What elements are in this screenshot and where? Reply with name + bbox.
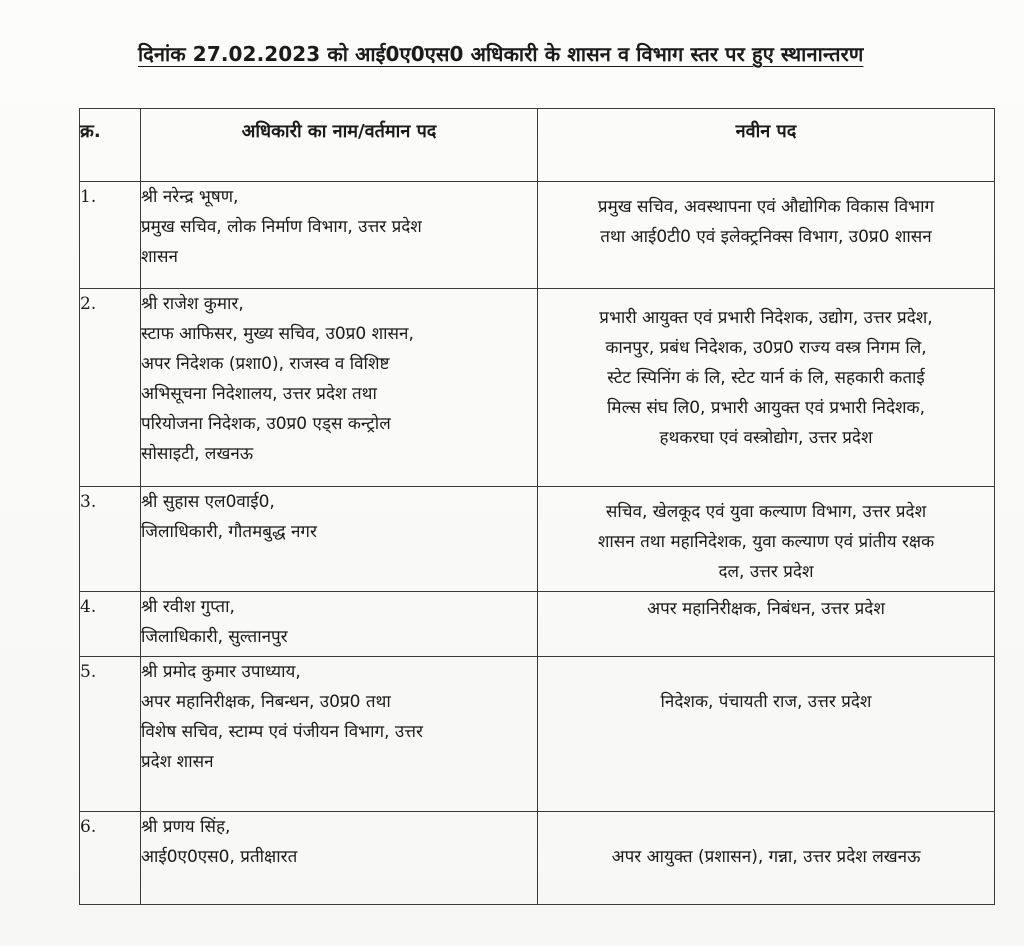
serial-number: 2. — [80, 289, 141, 487]
name-line: विशेष सचिव, स्टाम्प एवं पंजीयन विभाग, उत्तर — [141, 722, 423, 742]
transfer-table — [79, 108, 995, 905]
new-post — [538, 289, 995, 487]
header-serial-number: क्र. — [80, 109, 141, 182]
new-post-line: तथा आई0टी0 एवं इलेक्ट्रनिक्स विभाग, उ0प्र0 शासन — [600, 227, 932, 247]
name-line: जिलाधिकारी, सुल्तानपुर — [141, 627, 288, 647]
name-line: प्रदेश शासन — [141, 752, 214, 772]
name-line: सोसाइटी, लखनऊ — [141, 444, 254, 464]
officer-name-current-post — [141, 592, 538, 657]
name-line: आई0ए0एस0, प्रतीक्षारत — [141, 847, 298, 867]
header-new-post: नवीन पद — [538, 109, 995, 182]
new-post-line: अपर आयुक्त (प्रशासन), गन्ना, उत्तर प्रदेश लखनऊ — [611, 847, 921, 867]
new-post — [538, 182, 995, 289]
new-post-line: हथकरघा एवं वस्त्रोद्योग, उत्तर प्रदेश — [659, 428, 873, 448]
table-row — [80, 487, 995, 592]
new-post-line: सचिव, खेलकूद एवं युवा कल्याण विभाग, उत्तर प्रदेश — [605, 502, 927, 522]
officer-name-current-post — [141, 657, 538, 812]
serial-number: 1. — [80, 182, 141, 289]
new-post — [538, 592, 995, 657]
name-line: प्रमुख सचिव, लोक निर्माण विभाग, उत्तर प्रदेश — [141, 217, 422, 237]
table-row — [80, 657, 995, 812]
serial-number: 6. — [80, 812, 141, 905]
name-line: शासन — [141, 247, 178, 267]
new-post-line: स्टेट स्पिनिंग कं लि, स्टेट यार्न कं लि, सहकारी कताई — [607, 368, 925, 388]
serial-number: 5. — [80, 657, 141, 812]
new-post-line: प्रमुख सचिव, अवस्थापना एवं औद्योगिक विकास विभाग — [597, 197, 935, 217]
new-post-line: शासन तथा महानिदेशक, युवा कल्याण एवं प्रांतीय रक्षक — [597, 532, 935, 552]
officer-name-current-post — [141, 812, 538, 905]
serial-number: 4. — [80, 592, 141, 657]
new-post-line: निदेशक, पंचायती राज, उत्तर प्रदेश — [660, 692, 872, 712]
header-officer-name: अधिकारी का नाम/वर्तमान पद — [141, 109, 538, 182]
name-line: श्री रवीश गुप्ता, — [141, 597, 235, 617]
new-post-line: मिल्स संघ लि0, प्रभारी आयुक्त एवं प्रभारी निदेशक, — [607, 398, 925, 418]
name-line: श्री राजेश कुमार, — [141, 294, 244, 314]
document-title: दिनांक 27.02.2023 को आई0ए0एस0 अधिकारी के शासन व विभाग स्तर पर हुए स्थानान्तरण — [138, 42, 864, 66]
name-line: श्री सुहास एल0वाई0, — [141, 492, 275, 512]
table-row — [80, 812, 995, 905]
name-line: परियोजना निदेशक, उ0प्र0 एड्स कन्ट्रोल — [141, 414, 391, 434]
table-row — [80, 289, 995, 487]
name-line: श्री नरेन्द्र भूषण, — [141, 187, 239, 207]
new-post — [538, 657, 995, 812]
name-line: अपर महानिरीक्षक, निबन्धन, उ0प्र0 तथा — [141, 692, 391, 712]
table-header-row — [80, 109, 995, 182]
serial-number: 3. — [80, 487, 141, 592]
new-post-line: कानपुर, प्रबंध निदेशक, उ0प्र0 राज्य वस्त्र निगम लि, — [605, 338, 927, 358]
name-line: अभिसूचना निदेशालय, उत्तर प्रदेश तथा — [141, 384, 377, 404]
name-line: जिलाधिकारी, गौतमबुद्ध नगर — [141, 522, 317, 542]
new-post — [538, 487, 995, 592]
name-line: अपर निदेशक (प्रशा0), राजस्व व विशिष्ट — [141, 354, 390, 374]
new-post-line: दल, उत्तर प्रदेश — [718, 562, 814, 582]
officer-name-current-post — [141, 487, 538, 592]
name-line: श्री प्रमोद कुमार उपाध्याय, — [141, 662, 301, 682]
officer-name-current-post — [141, 182, 538, 289]
name-line: श्री प्रणय सिंह, — [141, 817, 231, 837]
table-row — [80, 592, 995, 657]
new-post — [538, 812, 995, 905]
officer-name-current-post — [141, 289, 538, 487]
new-post-line: प्रभारी आयुक्त एवं प्रभारी निदेशक, उद्योग, उत्तर प्रदेश, — [599, 308, 933, 328]
name-line: स्टाफ आफिसर, मुख्य सचिव, उ0प्र0 शासन, — [141, 324, 414, 344]
table-row — [80, 182, 995, 289]
new-post-line: अपर महानिरीक्षक, निबंधन, उत्तर प्रदेश — [647, 599, 885, 619]
